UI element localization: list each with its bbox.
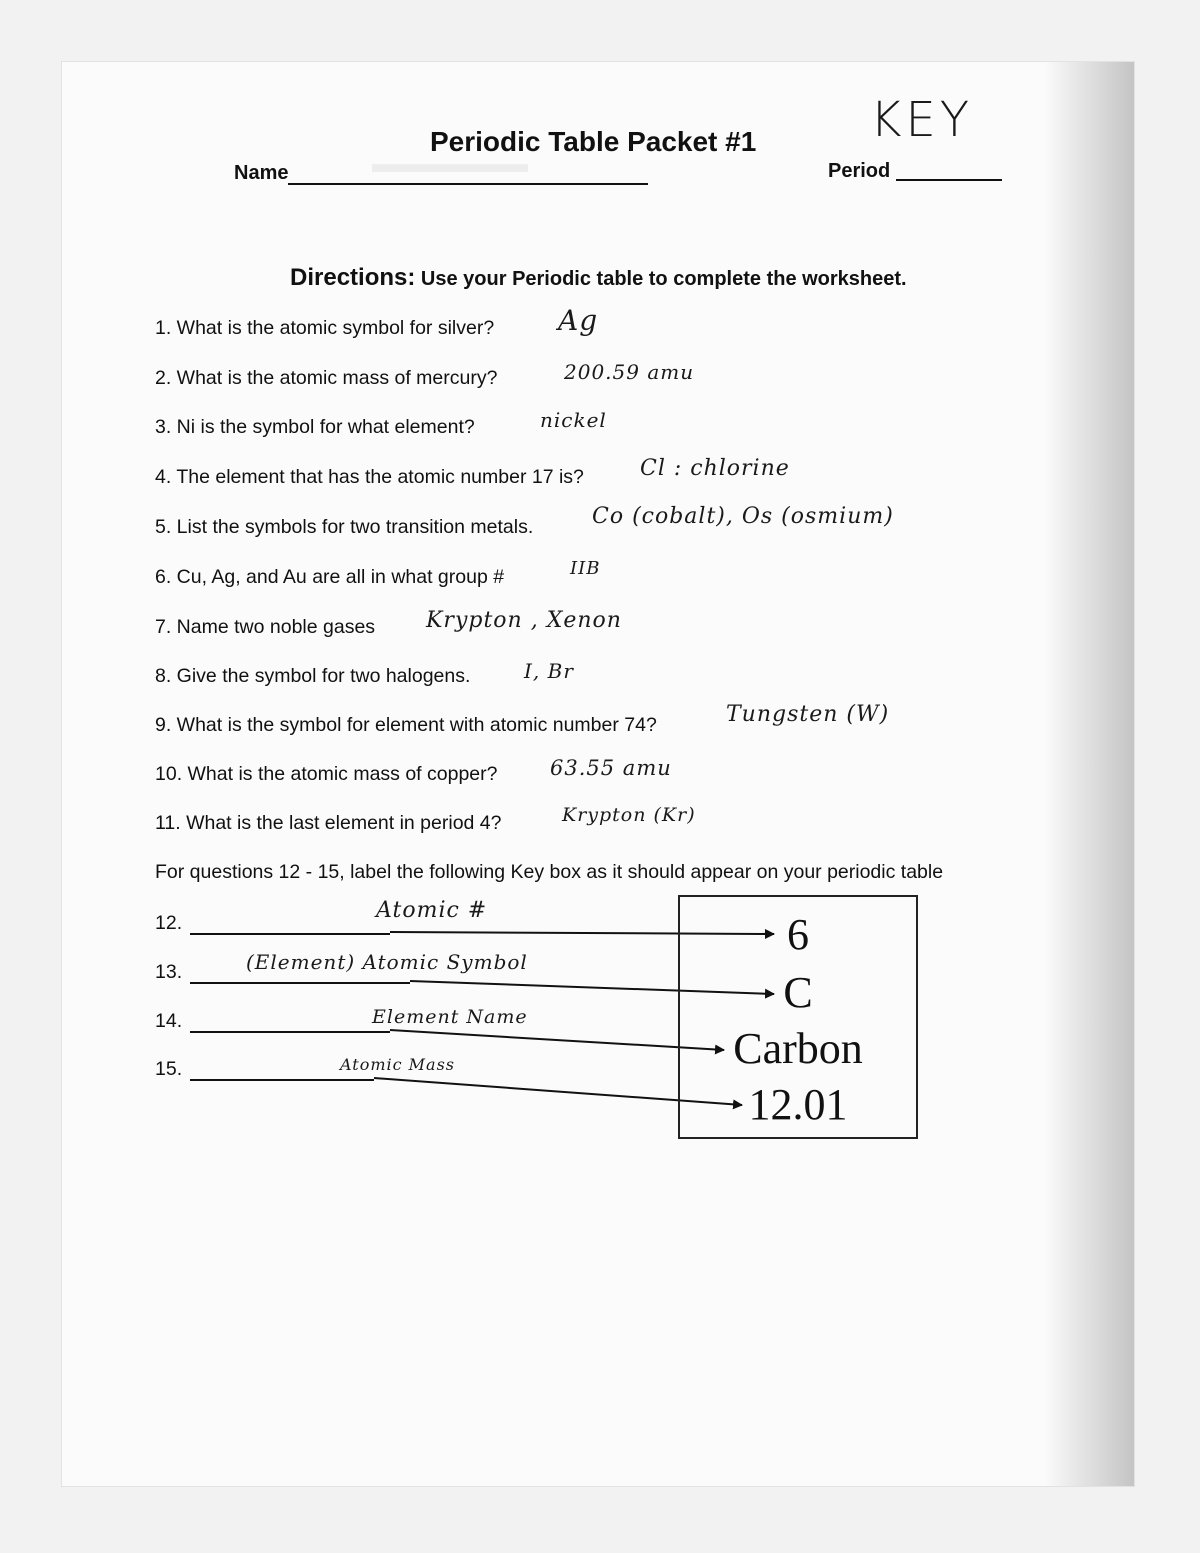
- answer-8: I, Br: [524, 659, 574, 683]
- answer-5: Co (cobalt), Os (osmium): [592, 504, 894, 529]
- answer-2: 200.59 amu: [564, 360, 695, 384]
- question-4: 4. The element that has the atomic number 17 is?: [155, 466, 584, 488]
- key-mark: KEY: [870, 92, 974, 148]
- bleed-through: ▬▬▬▬▬▬: [372, 148, 528, 178]
- key-label-answer-15: Atomic Mass: [340, 1055, 456, 1074]
- key-element-symbol: C: [783, 968, 813, 1017]
- question-10: 10. What is the atomic mass of copper?: [155, 763, 498, 785]
- question-3: 3. Ni is the symbol for what element?: [155, 416, 475, 438]
- question-8: 8. Give the symbol for two halogens.: [155, 665, 471, 687]
- key-label-number-14: 14.: [155, 1010, 183, 1032]
- question-7: 7. Name two noble gases: [155, 616, 376, 638]
- name-label: Name: [234, 162, 289, 184]
- key-label-answer-13: (Element) Atomic Symbol: [246, 950, 528, 974]
- key-atomic-number: 6: [787, 910, 809, 959]
- answer-3: nickel: [540, 408, 607, 432]
- worksheet-page: [62, 62, 1134, 1486]
- key-arrows: [62, 62, 1134, 1486]
- answer-6: IIB: [570, 558, 601, 579]
- answer-1: Ag: [558, 304, 599, 337]
- question-1: 1. What is the atomic symbol for silver?: [155, 317, 495, 339]
- key-label-answer-12: Atomic #: [376, 898, 488, 923]
- directions-text: Use your Periodic table to complete the worksheet.: [420, 268, 907, 290]
- key-label-number-12: 12.: [155, 912, 183, 934]
- key-label-number-13: 13.: [155, 961, 183, 983]
- key-instructions: For questions 12 - 15, label the following Key box as it should appear on your periodic table: [155, 861, 944, 883]
- answer-7: Krypton , Xenon: [426, 608, 622, 633]
- element-key-box: [678, 895, 918, 1139]
- arrow-14: [390, 1030, 724, 1050]
- period-label: Period: [828, 160, 891, 182]
- question-5: 5. List the symbols for two transition metals.: [155, 516, 534, 538]
- key-label-answer-14: Element Name: [372, 1006, 528, 1028]
- answer-4: Cl : chlorine: [640, 456, 790, 481]
- question-9: 9. What is the symbol for element with atomic number 74?: [155, 714, 657, 736]
- directions-heading: Directions:: [290, 264, 416, 291]
- key-atomic-mass: 12.01: [748, 1080, 848, 1129]
- answer-9: Tungsten (W): [726, 702, 890, 727]
- key-label-number-15: 15.: [155, 1058, 183, 1080]
- page-title: Periodic Table Packet #1: [430, 126, 757, 157]
- question-2: 2. What is the atomic mass of mercury?: [155, 367, 498, 389]
- answer-11: Krypton (Kr): [562, 804, 696, 826]
- question-6: 6. Cu, Ag, and Au are all in what group #: [155, 566, 505, 588]
- answer-10: 63.55 amu: [550, 756, 672, 780]
- question-11: 11. What is the last element in period 4?: [155, 812, 502, 834]
- key-element-name: Carbon: [733, 1024, 863, 1073]
